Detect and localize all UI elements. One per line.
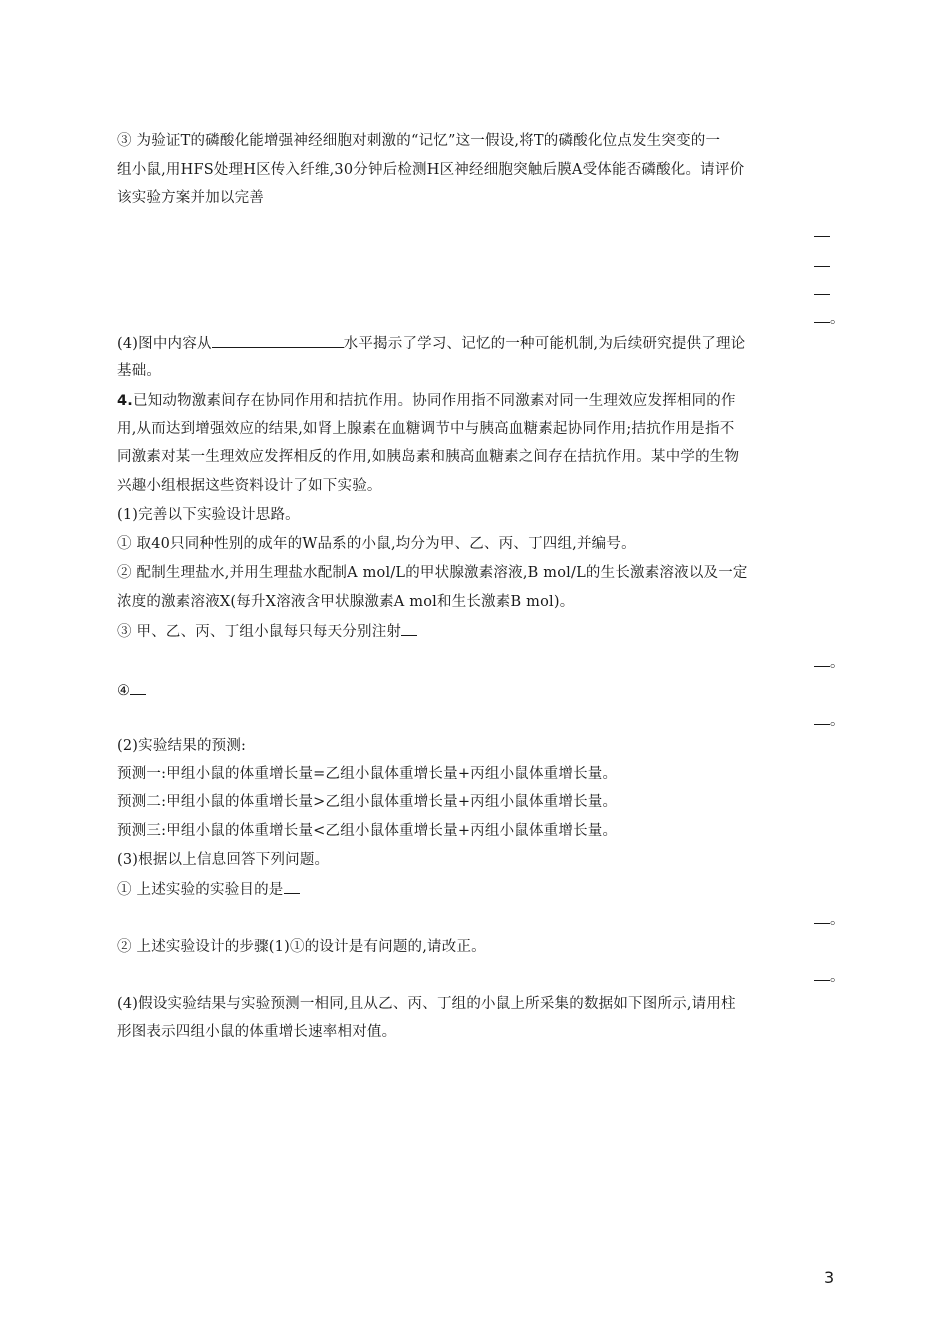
q4-intro-line1	[117, 391, 835, 411]
item4-prefix: (4)图中内容从	[117, 336, 212, 352]
fill-blank	[130, 680, 146, 695]
item4-line1	[117, 333, 835, 354]
answer-blank-end: 。	[814, 710, 845, 731]
step3-text: ③ 甲、乙、丙、丁组小鼠每只每天分别注射	[117, 624, 402, 640]
fill-blank	[284, 879, 300, 894]
item3-line1: ③ 为验证T的磷酸化能增强神经细胞对刺激的“记忆”这一假设,将T的磷酸化位点发生突变的一	[117, 133, 721, 149]
step3	[117, 621, 835, 642]
q3-1-text: ① 上述实验的实验目的是	[117, 882, 284, 898]
fill-blank	[212, 333, 344, 348]
part1-title: (1)完善以下实验设计思路。	[117, 507, 300, 523]
q4-intro-line3: 同激素对某一生理效应发挥相反的作用,如胰岛素和胰高血糖素之间存在拮抗作用。某中学的生物	[117, 449, 740, 465]
part3-title: (3)根据以上信息回答下列问题。	[117, 852, 330, 868]
item4-suffix: 水平揭示了学习、记忆的一种可能机制,为后续研究提供了理论	[343, 336, 746, 352]
item4-line2: 基础。	[117, 363, 162, 379]
item3-line3: 该实验方案并加以完善	[117, 190, 264, 206]
step1: ① 取40只同种性别的成年的W品系的小鼠,均分为甲、乙、丙、丁四组,并编号。	[117, 536, 636, 552]
prediction-1: 预测一:甲组小鼠的体重增长量=乙组小鼠体重增长量+丙组小鼠体重增长量。	[117, 766, 618, 782]
answer-blank-end: 。	[814, 966, 845, 987]
q3-2: ② 上述实验设计的步骤(1)①的设计是有问题的,请改正。	[117, 939, 486, 955]
answer-blank-end: 。	[814, 652, 845, 673]
part4-line2: 形图表示四组小鼠的体重增长速率相对值。	[117, 1024, 397, 1040]
q4-intro-line4: 兴趣小组根据这些资料设计了如下实验。	[117, 478, 382, 494]
q4-intro-line2: 用,从而达到增强效应的结果,如肾上腺素在血糖调节中与胰高血糖素起协同作用;拮抗作用是指不	[117, 421, 735, 437]
question-number: 4.	[117, 393, 133, 409]
answer-blank-end	[814, 308, 845, 329]
answer-blank-end: 。	[814, 909, 845, 930]
part2-title: (2)实验结果的预测:	[117, 738, 247, 754]
step2-line1: ② 配制生理盐水,并用生理盐水配制A mol/L的甲状腺激素溶液,B mol/L的生长激素溶液以及一定	[117, 565, 748, 581]
page-number: 3	[824, 1268, 835, 1287]
answer-blank-line	[814, 280, 830, 301]
q4-intro1-text: 已知动物激素间存在协同作用和拮抗作用。协同作用指不同激素对同一生理效应发挥相同的作	[133, 393, 736, 409]
q3-1	[117, 879, 835, 900]
step4-text: ④	[117, 683, 131, 699]
fill-blank	[401, 621, 417, 636]
prediction-3: 预测三:甲组小鼠的体重增长量<乙组小鼠体重增长量+丙组小鼠体重增长量。	[117, 823, 618, 839]
step4	[117, 680, 835, 701]
period-mark: 。	[830, 311, 845, 327]
answer-blank-line	[814, 222, 830, 243]
prediction-2: 预测二:甲组小鼠的体重增长量>乙组小鼠体重增长量+丙组小鼠体重增长量。	[117, 794, 618, 810]
answer-blank-line	[814, 252, 830, 273]
item3-line2: 组小鼠,用HFS处理H区传入纤维,30分钟后检测H区神经细胞突触后膜A受体能否磷酸化。请评价	[117, 162, 745, 178]
step2-line2: 浓度的激素溶液X(每升X溶液含甲状腺激素A mol和生长激素B mol)。	[117, 594, 575, 610]
part4-line1: (4)假设实验结果与实验预测一相同,且从乙、丙、丁组的小鼠上所采集的数据如下图所示,请用柱	[117, 996, 736, 1012]
